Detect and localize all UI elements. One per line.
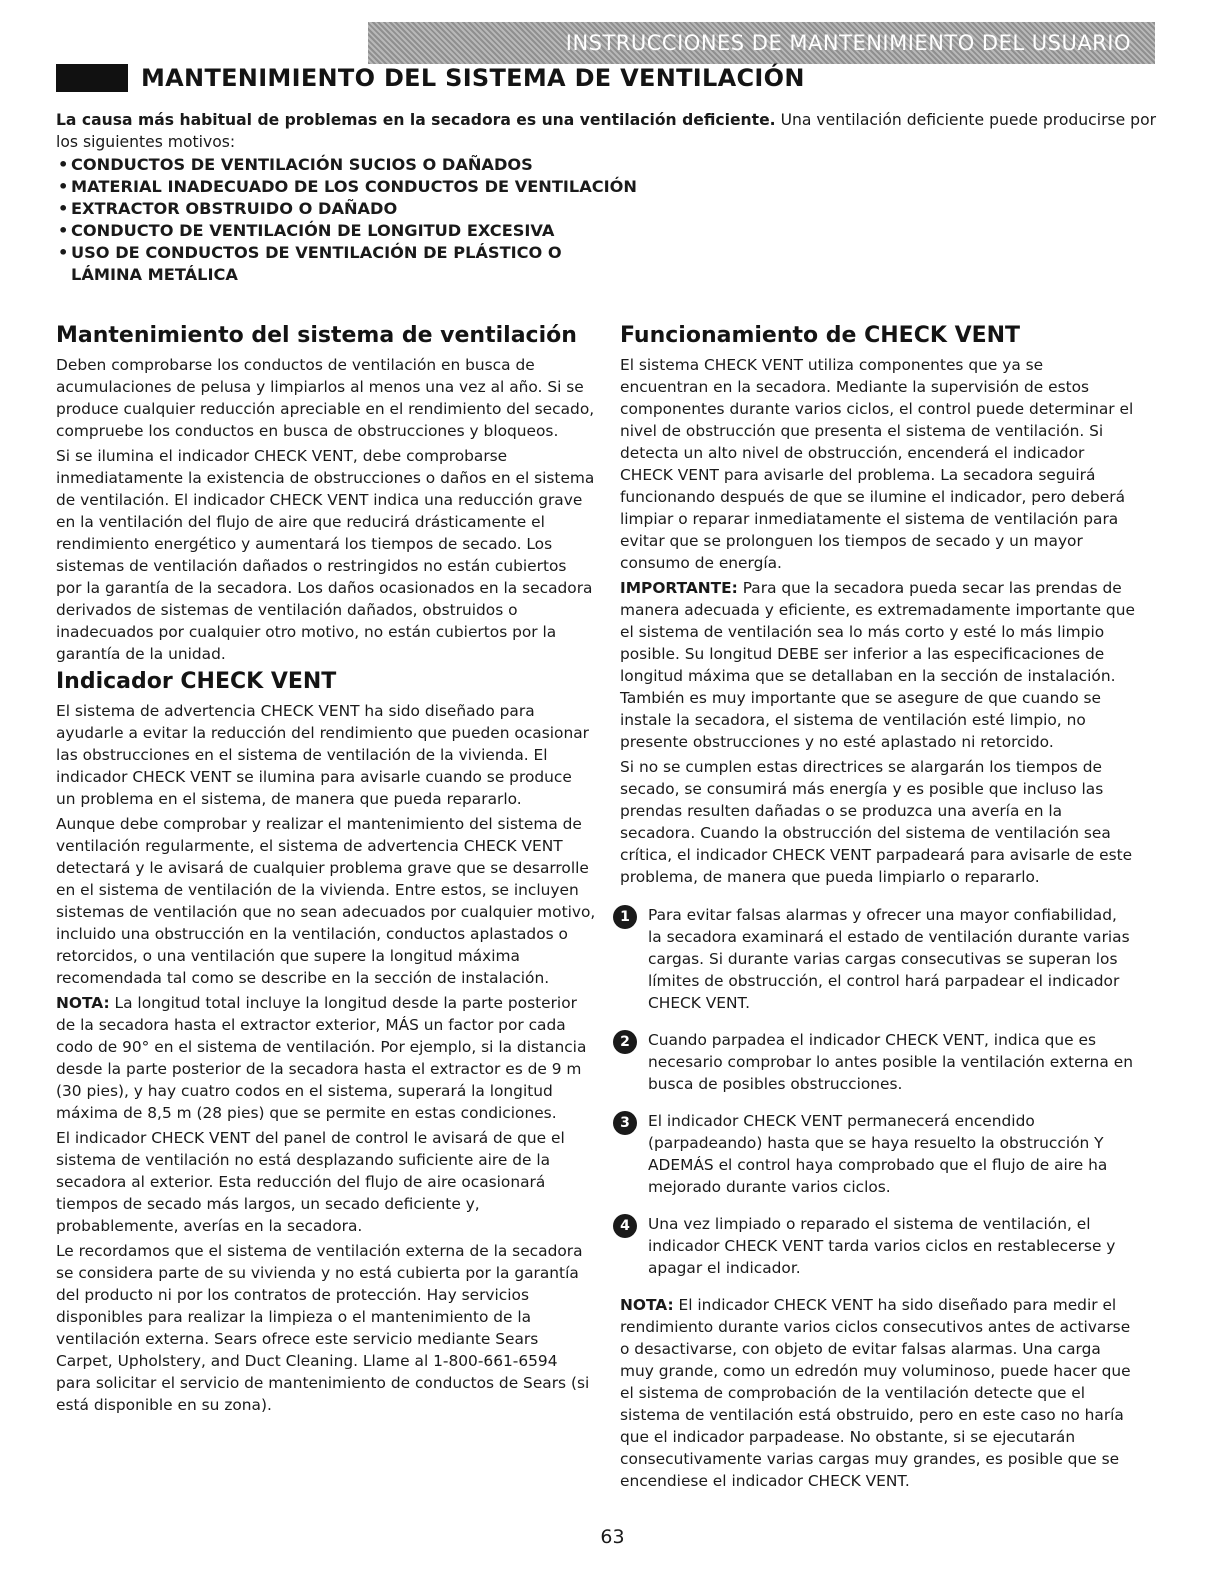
intro-text: Una ventilación deficiente puede producirse por los siguientes motivos: <box>56 111 1157 151</box>
important-paragraph <box>620 577 1135 753</box>
left-column <box>56 322 596 1419</box>
intro-paragraph <box>56 109 1171 153</box>
maintenance-paragraph-1: Deben comprobarse los conductos de ventilación en busca de acumulaciones de pelusa y limpiarlos al menos una vez al año. Si se produce cualquier reducción apreciable en el rendimiento del secado, compruebe los conductos en busca de obstrucciones y bloqueos. <box>56 356 595 440</box>
step-item <box>620 904 1135 1014</box>
function-paragraph-2: Si no se cumplen estas directrices se alargarán los tiempos de secado, se consumirá más energía y es posible que incluso las prendas resulten dañadas o se produzca una avería en la secadora. Cuando la obstrucción del sistema de ventilación sea crítica, el indicador CHECK VENT parpadeará para avisarle de este problema, de manera que pueda limpiarlo o repararlo. <box>620 758 1133 886</box>
section-banner <box>368 22 1155 64</box>
important-text: Para que la secadora pueda secar las prendas de manera adecuada y eficiente, es extremadamente importante que el sistema de ventilación sea lo más corto y esté lo más limpio posible. Su longitud DEBE ser inferior a las especificaciones de longitud máxima que se detallaban en la sección de instalación. También es muy importante que se asegure de que cuando se instale la secadora, el sistema de ventilación esté limpio, no presente obstrucciones y no esté aplastado ni retorcido. <box>620 579 1135 751</box>
step-text: El indicador CHECK VENT permanecerá encendido (parpadeando) hasta que se haya resuelto la obstrucción Y ADEMÁS el control haya comprobado que el flujo de aire ha mejorado durante varios ciclos. <box>648 1112 1108 1196</box>
step-number-badge: 2 <box>613 1030 637 1054</box>
step-number-badge: 4 <box>613 1214 637 1238</box>
step-item <box>620 1213 1135 1279</box>
section-title: MANTENIMIENTO DEL SISTEMA DE VENTILACIÓN <box>141 64 805 92</box>
step-text: Una vez limpiado o reparado el sistema de ventilación, el indicador CHECK VENT tarda varios ciclos en restablecerse y apagar el indicador. <box>648 1215 1116 1277</box>
indicator-paragraph-3: El indicador CHECK VENT del panel de control le avisará de que el sistema de ventilación no está desplazando suficiente aire de la secadora al exterior. Esta reducción del flujo de aire ocasionará tiempos de secado más largos, un secado deficiente y, probablemente, averías en la secadora. <box>56 1129 565 1235</box>
note-paragraph <box>620 1294 1135 1492</box>
maintenance-heading: Mantenimiento del sistema de ventilación <box>56 323 577 348</box>
function-heading: Funcionamiento de CHECK VENT <box>620 323 1021 348</box>
step-number-badge: 1 <box>613 905 637 929</box>
indicator-paragraph-4: Le recordamos que el sistema de ventilación externa de la secadora se considera parte de su vivienda y no está cubierta por la garantía del producto ni por los contratos de protección. Hay servicios disponibles para realizar la limpieza o el mantenimiento de la ventilación externa. Sears ofrece este servicio mediante Sears Carpet, Upholstery, and Duct Cleaning. Llame al 1-800-661-6594 para solicitar el servicio de mantenimiento de conductos de Sears (si está disponible en su zona). <box>56 1242 590 1414</box>
step-item <box>620 1029 1135 1095</box>
section-marker-block <box>56 64 128 92</box>
cause-item: • MATERIAL INADECUADO DE LOS CONDUCTOS DE VENTILACIÓN <box>58 176 638 198</box>
important-label: IMPORTANTE: <box>620 579 738 597</box>
indicator-paragraph-2: Aunque debe comprobar y realizar el mantenimiento del sistema de ventilación regularmente, el sistema de advertencia CHECK VENT detectará y le avisará de cualquier problema grave que se desarrolle en el sistema de ventilación de la vivienda. Entre estos, se incluyen sistemas de ventilación que no sean adecuados por cualquier motivo, incluido una obstrucción en la ventilación, conductos aplastados o retorcidos, o una ventilación que supere la longitud máxima recomendada tal como se describe en la sección de instalación. <box>56 815 596 987</box>
note-label: NOTA: <box>620 1296 674 1314</box>
step-text: Cuando parpadea el indicador CHECK VENT, indica que es necesario comprobar lo antes posible la ventilación externa en busca de posibles obstrucciones. <box>648 1031 1133 1093</box>
note-label: NOTA: <box>56 994 110 1012</box>
cause-item: • EXTRACTOR OBSTRUIDO O DAÑADO <box>58 198 638 220</box>
steps-list <box>620 904 1135 1279</box>
step-number-badge: 3 <box>613 1111 637 1135</box>
note-paragraph <box>56 992 596 1124</box>
maintenance-paragraph-2: Si se ilumina el indicador CHECK VENT, debe comprobarse inmediatamente la existencia de obstrucciones o daños en el sistema de ventilación. El indicador CHECK VENT indica una reducción grave en la ventilación del flujo de aire que reducirá drásticamente el rendimiento energético y aumentará los tiempos de secado. Los sistemas de ventilación dañados o restringidos no están cubiertos por la garantía de la secadora. Los daños ocasionados en la secadora derivados de sistemas de ventilación dañados, obstruidos o inadecuados por cualquier otro motivo, no están cubiertos por la garantía de la unidad. <box>56 447 595 663</box>
cause-item: • USO DE CONDUCTOS DE VENTILACIÓN DE PLÁSTICO O LÁMINA METÁLICA <box>58 242 638 286</box>
cause-item: • CONDUCTOS DE VENTILACIÓN SUCIOS O DAÑADOS <box>58 154 638 176</box>
indicator-heading: Indicador CHECK VENT <box>56 669 337 694</box>
note-text: El indicador CHECK VENT ha sido diseñado para medir el rendimiento durante varios ciclos consecutivos antes de activarse o desactivarse, con objeto de evitar falsas alarmas. Una carga muy grande, como un edredón muy voluminoso, puede hacer que el sistema de comprobación de la ventilación detecte que el sistema de ventilación está obstruido, pero en este caso no haría que el indicador parpadease. No obstante, si se ejecutarán consecutivamente varias cargas muy grandes, es posible que se encendiese el indicador CHECK VENT. <box>620 1296 1131 1490</box>
note-text: La longitud total incluye la longitud desde la parte posterior de la secadora hasta el extractor exterior, MÁS un factor por cada codo de 90° en el sistema de ventilación. Por ejemplo, si la distancia desde la parte posterior de la secadora hasta el extractor es de 9 m (30 pies), y hay cuatro codos en el sistema, superará la longitud máxima de 8,5 m (28 pies) que se permite en estas condiciones. <box>56 994 587 1122</box>
intro-bold: La causa más habitual de problemas en la secadora es una ventilación deficiente. <box>56 111 776 129</box>
right-column <box>620 322 1135 1495</box>
indicator-paragraph-1: El sistema de advertencia CHECK VENT ha sido diseñado para ayudarle a evitar la reducción del rendimiento que pueden ocasionar las obstrucciones en el sistema de ventilación de la vivienda. El indicador CHECK VENT se ilumina para avisarle cuando se produce un problema en el sistema, de manera que pueda repararlo. <box>56 702 589 808</box>
cause-item: • CONDUCTO DE VENTILACIÓN DE LONGITUD EXCESIVA <box>58 220 638 242</box>
function-paragraph-1: El sistema CHECK VENT utiliza componentes que ya se encuentran en la secadora. Mediante la supervisión de estos componentes durante varios ciclos, el control puede determinar el nivel de obstrucción que presenta el sistema de ventilación. Si detecta un alto nivel de obstrucción, encenderá el indicador CHECK VENT para avisarle del problema. La secadora seguirá funcionando después de que se ilumine el indicador, pero deberá limpiar o reparar inmediatamente el sistema de ventilación para evitar que se prolonguen los tiempos de secado y un mayor consumo de energía. <box>620 356 1134 572</box>
banner-title: INSTRUCCIONES DE MANTENIMIENTO DEL USUARIO <box>565 31 1131 55</box>
causes-list <box>58 154 638 286</box>
step-text: Para evitar falsas alarmas y ofrecer una mayor confiabilidad, la secadora examinará el estado de ventilación durante varias cargas. Si durante varias cargas consecutivas se superan los límites de obstrucción, el control hará parpadear el indicador CHECK VENT. <box>648 906 1130 1012</box>
page-number: 63 <box>600 1526 625 1548</box>
step-item <box>620 1110 1135 1198</box>
